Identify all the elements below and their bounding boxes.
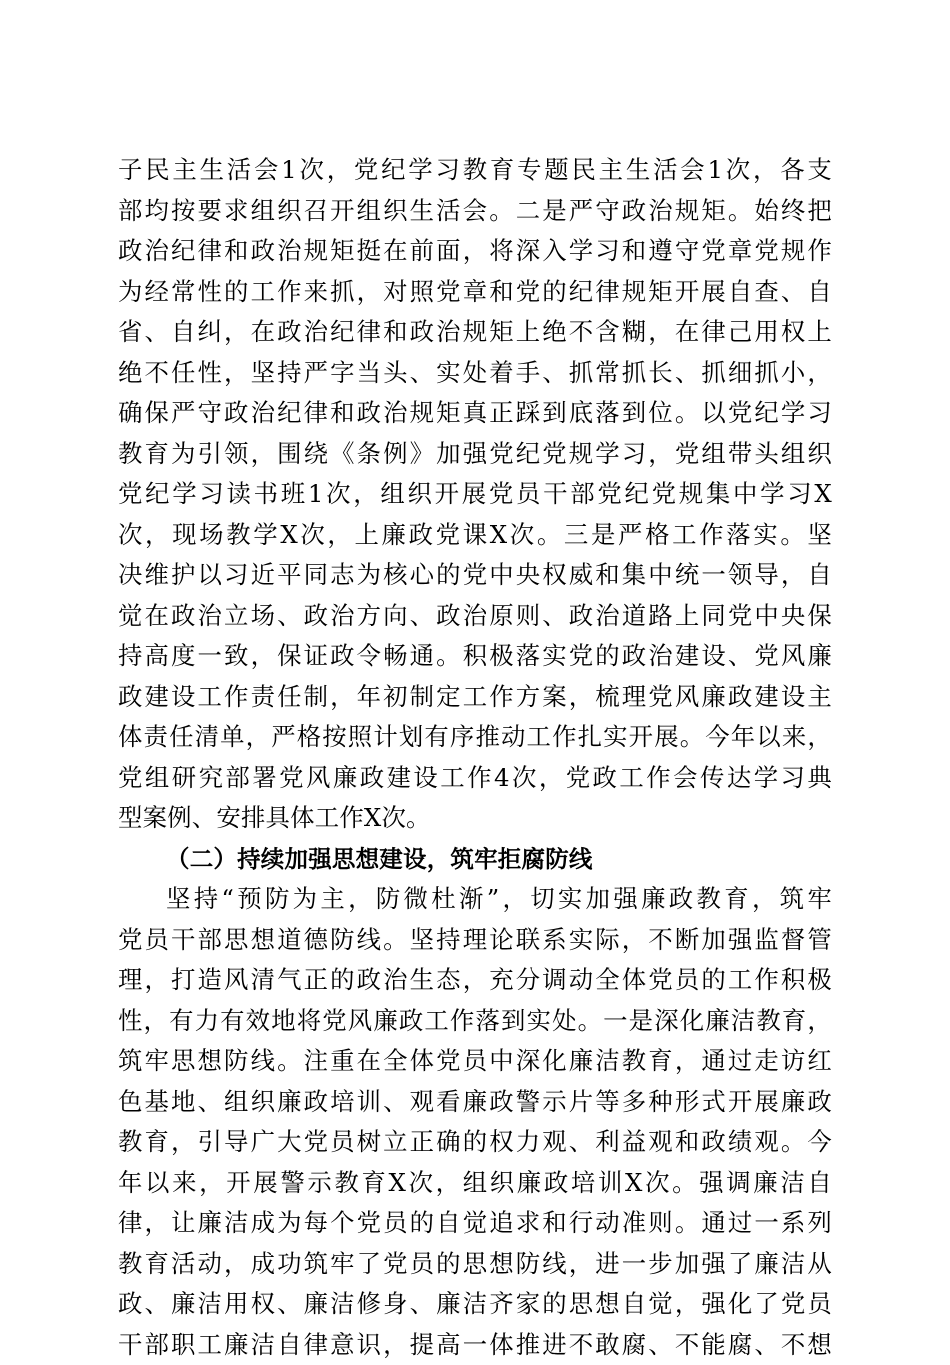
paragraph-1 <box>118 150 832 839</box>
text-line: 干部职工廉洁自律意识，提高一体推进不敢腐、不能腐、不想 <box>118 1325 832 1365</box>
text-line: 体责任清单，严格按照计划有序推动工作扎实开展。今年以来， <box>118 717 832 758</box>
text-line: 党员干部思想道德防线。坚持理论联系实际，不断加强监督管 <box>118 920 832 961</box>
text-line: 教育活动，成功筑牢了党员的思想防线，进一步加强了廉洁从 <box>118 1244 832 1285</box>
text-line: 坚持“预防为主，防微杜渐”，切实加强廉政教育，筑牢 <box>118 879 832 920</box>
document-body <box>118 150 832 1365</box>
text-line: 党组研究部署党风廉政建设工作4次，党政工作会传达学习典 <box>118 758 832 799</box>
text-line: 教育，引导广大党员树立正确的权力观、利益观和政绩观。今 <box>118 1122 832 1163</box>
text-line: 绝不任性，坚持严字当头、实处着手、抓常抓长、抓细抓小， <box>118 353 832 394</box>
text-line: 持高度一致，保证政令畅通。积极落实党的政治建设、党风廉 <box>118 636 832 677</box>
text-line: 为经常性的工作来抓，对照党章和党的纪律规矩开展自查、自 <box>118 272 832 313</box>
text-line: 教育为引领，围绕《条例》加强党纪党规学习，党组带头组织 <box>118 434 832 475</box>
text-line: 律，让廉洁成为每个党员的自觉追求和行动准则。通过一系列 <box>118 1203 832 1244</box>
text-line: 年以来，开展警示教育X次，组织廉政培训X次。强调廉洁自 <box>118 1163 832 1204</box>
text-line: 确保严守政治纪律和政治规矩真正踩到底落到位。以党纪学习 <box>118 393 832 434</box>
text-line: 党纪学习读书班1次，组织开展党员干部党纪党规集中学习X <box>118 474 832 515</box>
text-line: 筑牢思想防线。注重在全体党员中深化廉洁教育，通过走访红 <box>118 1041 832 1082</box>
paragraph-2 <box>118 879 832 1365</box>
section-heading: （二）持续加强思想建设，筑牢拒腐防线 <box>118 839 832 880</box>
text-line: 型案例、安排具体工作X次。 <box>118 798 832 839</box>
text-line: 决维护以习近平同志为核心的党中央权威和集中统一领导，自 <box>118 555 832 596</box>
text-line: 觉在政治立场、政治方向、政治原则、政治道路上同党中央保 <box>118 596 832 637</box>
text-line: 子民主生活会1次，党纪学习教育专题民主生活会1次，各支 <box>118 150 832 191</box>
text-line: 政、廉洁用权、廉洁修身、廉洁齐家的思想自觉，强化了党员 <box>118 1284 832 1325</box>
text-line: 理，打造风清气正的政治生态，充分调动全体党员的工作积极 <box>118 960 832 1001</box>
text-line: 次，现场教学X次，上廉政党课X次。三是严格工作落实。坚 <box>118 515 832 556</box>
text-line: 色基地、组织廉政培训、观看廉政警示片等多种形式开展廉政 <box>118 1082 832 1123</box>
text-line: 政建设工作责任制，年初制定工作方案，梳理党风廉政建设主 <box>118 677 832 718</box>
text-line: 部均按要求组织召开组织生活会。二是严守政治规矩。始终把 <box>118 191 832 232</box>
text-line: 省、自纠，在政治纪律和政治规矩上绝不含糊，在律己用权上 <box>118 312 832 353</box>
text-line: 性，有力有效地将党风廉政工作落到实处。一是深化廉洁教育， <box>118 1001 832 1042</box>
text-line: 政治纪律和政治规矩挺在前面，将深入学习和遵守党章党规作 <box>118 231 832 272</box>
